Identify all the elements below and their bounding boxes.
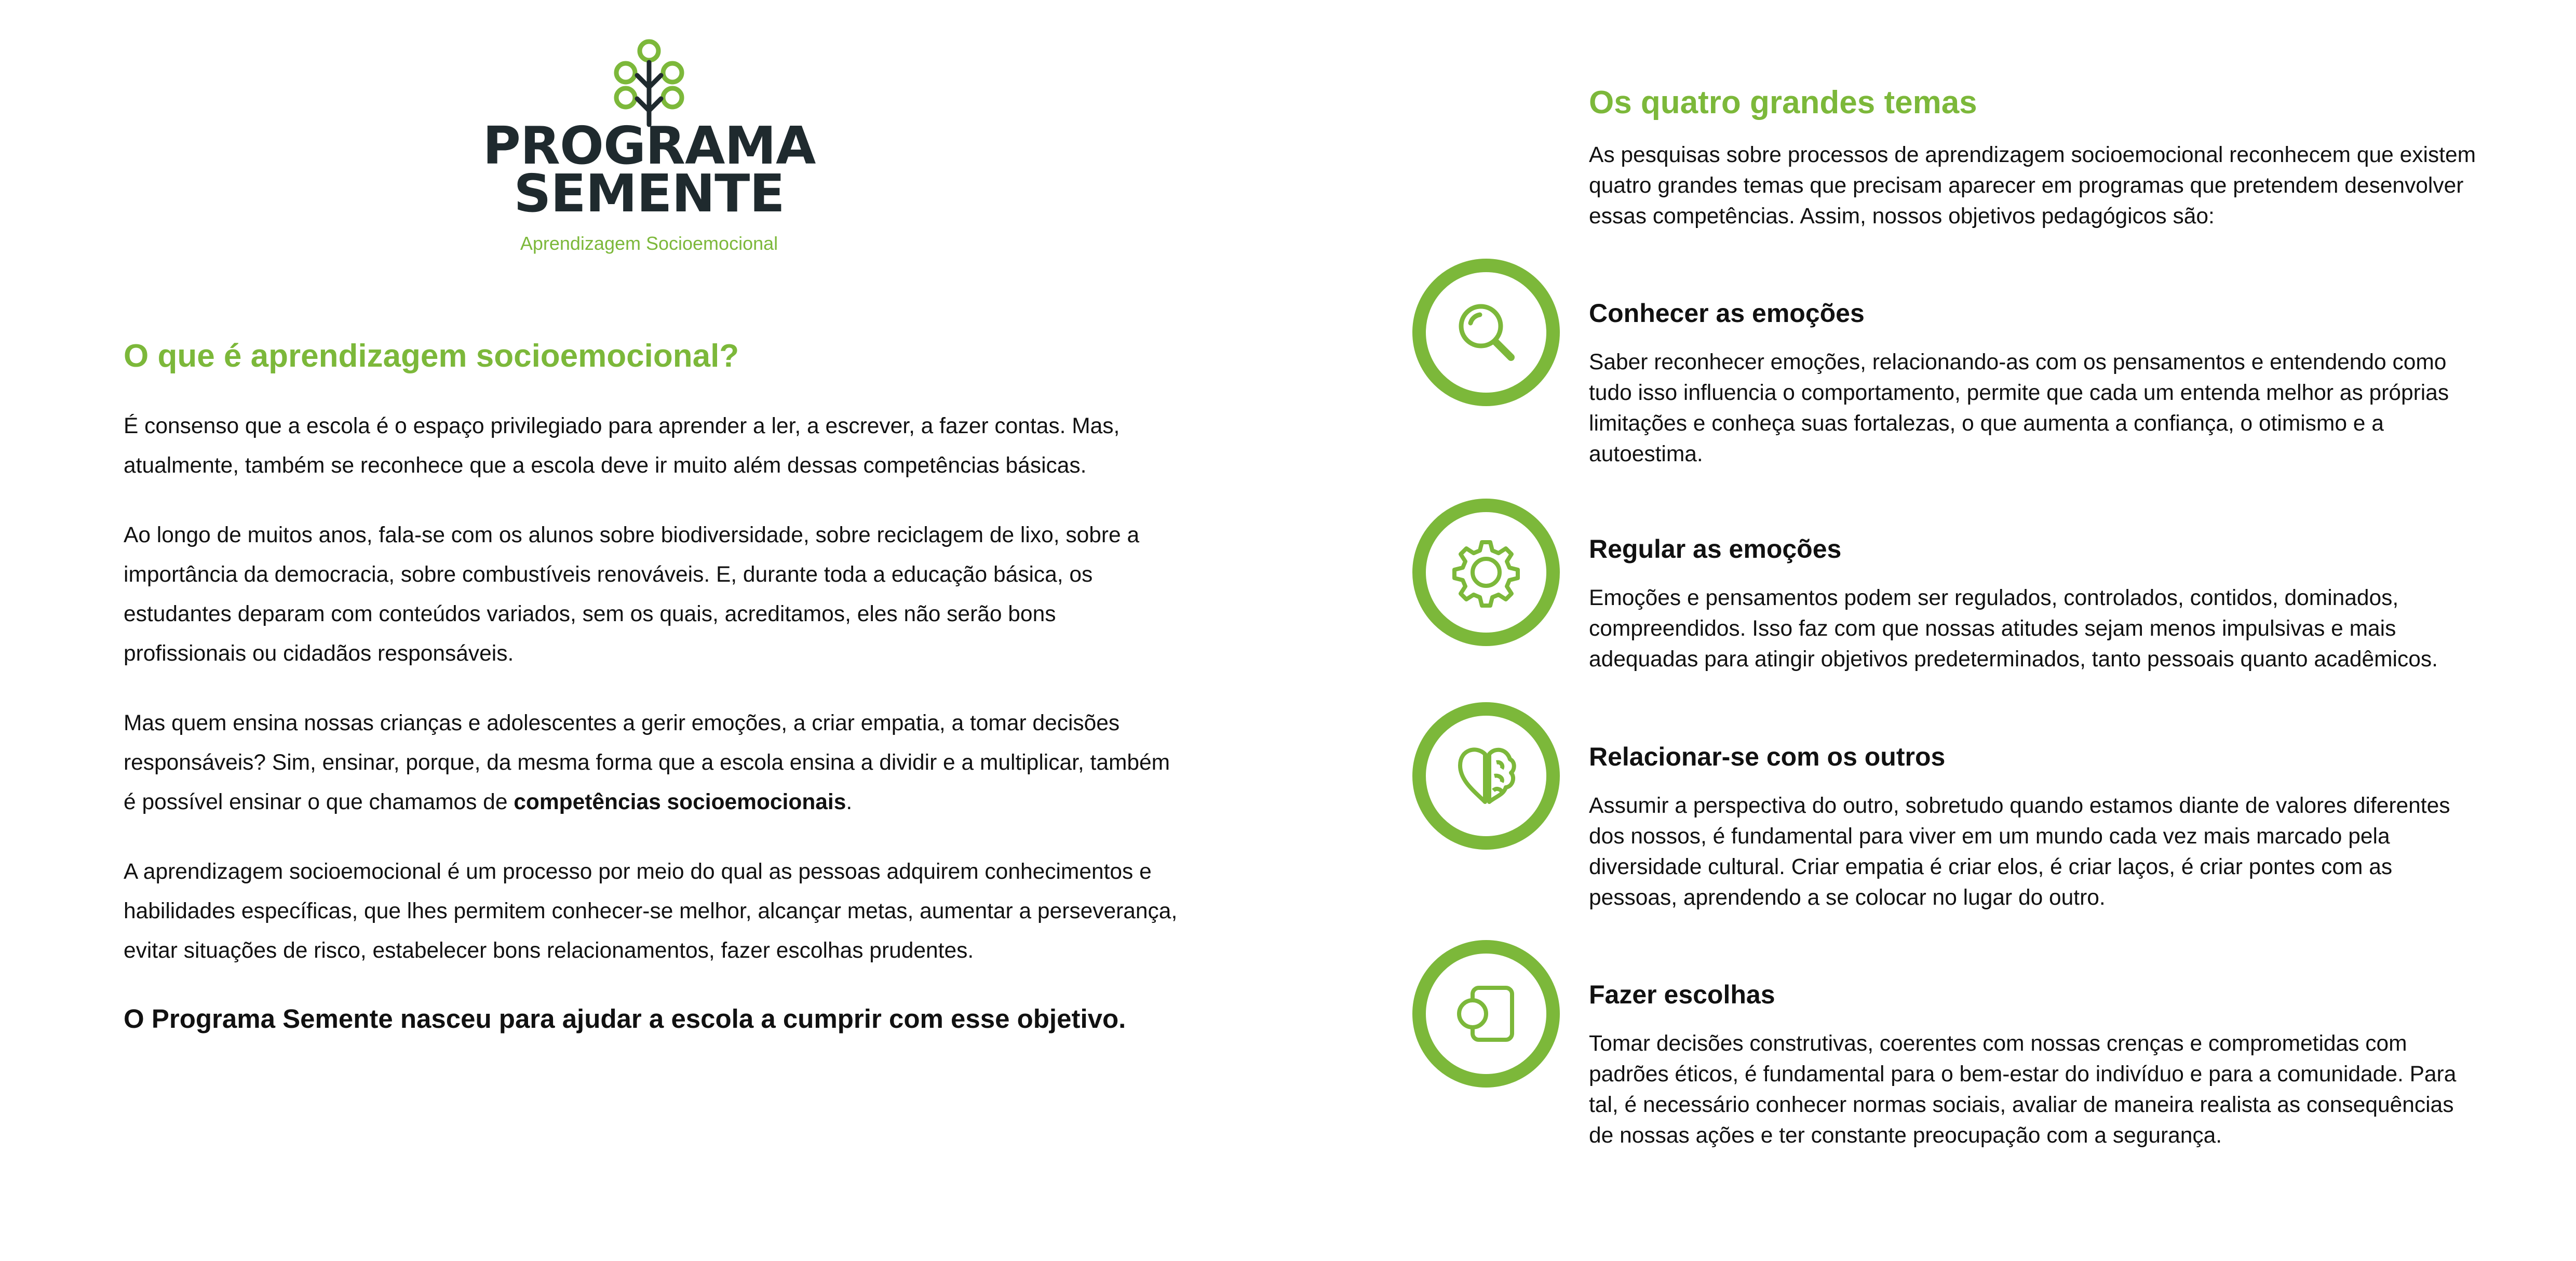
theme-description: Assumir a perspectiva do outro, sobretudo quando estamos diante de valores diferentes dos nossos, é fundamental para viver em um mundo cada vez mais marcado pela diversidade cultural. Criar empatia é criar elos, é criar laços, é criar pontes com as pessoas, aprendendo a se colocar no lugar do outro.	[1589, 794, 2450, 910]
theme-icon-ring	[1412, 702, 1560, 850]
theme-title: Fazer escolhas	[1589, 980, 1775, 1009]
themes-intro: As pesquisas sobre processos de aprendizagem socioemocional reconhecem que existem quatro grandes temas que precisam aparecer em programas que pretendem desenvolver essas competências. Assim, nossos objetivos pedagógicos são:	[1589, 143, 2476, 229]
theme-icon-ring	[1412, 499, 1560, 646]
logo-line-1: PROGRAMA	[482, 115, 816, 176]
left-column	[124, 338, 1183, 1037]
theme-text	[1589, 534, 2482, 675]
theme-text	[1589, 298, 2482, 469]
theme-icon-ring	[1412, 259, 1560, 406]
theme-description: Emoções e pensamentos podem ser regulados, controlados, contidos, dominados, compreendidos. Isso faz com que nossas atitudes sejam menos impulsivas e mais adequadas para atingir objetivos predeterminados, tanto pessoais quanto acadêmicos.	[1589, 586, 2438, 672]
logo-line-2: SEMENTE	[514, 163, 785, 224]
logo-wordmark	[457, 115, 841, 224]
paragraph-4: A aprendizagem socioemocional é um processo por meio do qual as pessoas adquirem conhecimentos e habilidades específicas, que lhes permitem conhecer-se melhor, alcançar metas, aumentar a perseverança, evitar situações de risco, estabelecer bons relacionamentos, fazer escolhas prudentes.	[124, 860, 1178, 963]
theme-text	[1589, 742, 2482, 913]
heart-brain-icon	[1450, 740, 1522, 812]
section-title: O que é aprendizagem socioemocional?	[124, 338, 739, 374]
themes-title: Os quatro grandes temas	[1589, 85, 1977, 120]
theme-text	[1589, 980, 2482, 1151]
paragraph-3-end: .	[846, 790, 853, 814]
paragraph-3-bold: competências socioemocionais	[514, 790, 846, 814]
closing-statement: O Programa Semente nasceu para ajudar a escola a cumprir com esse objetivo.	[124, 1004, 1126, 1034]
magnifier-icon	[1450, 296, 1522, 369]
tree-logo-icon	[605, 36, 693, 127]
logo-tagline: Aprendizagem Socioemocional	[520, 233, 778, 254]
theme-title: Regular as emoções	[1589, 534, 1842, 564]
paragraph-2: Ao longo de muitos anos, fala-se com os alunos sobre biodiversidade, sobre reciclagem de lixo, sobre a importância da democracia, sobre combustíveis renováveis. E, durante toda a educação básica, os estudantes deparam com conteúdos variados, sem os quais, acreditamos, eles não serão bons profissionais ou cidadãos responsáveis.	[124, 523, 1140, 666]
theme-title: Relacionar-se com os outros	[1589, 742, 1946, 771]
choice-icon	[1450, 977, 1522, 1050]
programa-semente-logo	[457, 31, 841, 265]
theme-title: Conhecer as emoções	[1589, 299, 1865, 328]
gear-icon	[1450, 536, 1522, 609]
theme-description: Saber reconhecer emoções, relacionando-as com os pensamentos e entendendo como tudo isso influencia o comportamento, permite que cada um entenda melhor as próprias limitações e conheça suas fortalezas, o que aumenta a confiança, o otimismo e a autoestima.	[1589, 350, 2449, 466]
paragraph-3	[124, 704, 1183, 822]
paragraph-1: É consenso que a escola é o espaço privilegiado para aprender a ler, a escrever, a fazer contas. Mas, atualmente, também se reconhece que a escola deve ir muito além dessas competências básicas.	[124, 414, 1120, 478]
paragraph-3-text: Mas quem ensina nossas crianças e adolescentes a gerir emoções, a criar empatia, a tomar decisões responsáveis? Sim, ensinar, porque, da mesma forma que a escola ensina a dividir e a multiplicar, também é possível ensinar o que chamamos de	[124, 711, 1170, 814]
theme-icon-ring	[1412, 940, 1560, 1088]
right-column-intro	[1589, 84, 2482, 232]
theme-description: Tomar decisões construtivas, coerentes com nossas crenças e comprometidas com padrões éticos, é fundamental para o bem-estar do indivíduo e para a comunidade. Para tal, é necessário conhecer normas sociais, avaliar de maneira realista as consequências de nossas ações e ter constante preocupação com a segurança.	[1589, 1031, 2457, 1148]
